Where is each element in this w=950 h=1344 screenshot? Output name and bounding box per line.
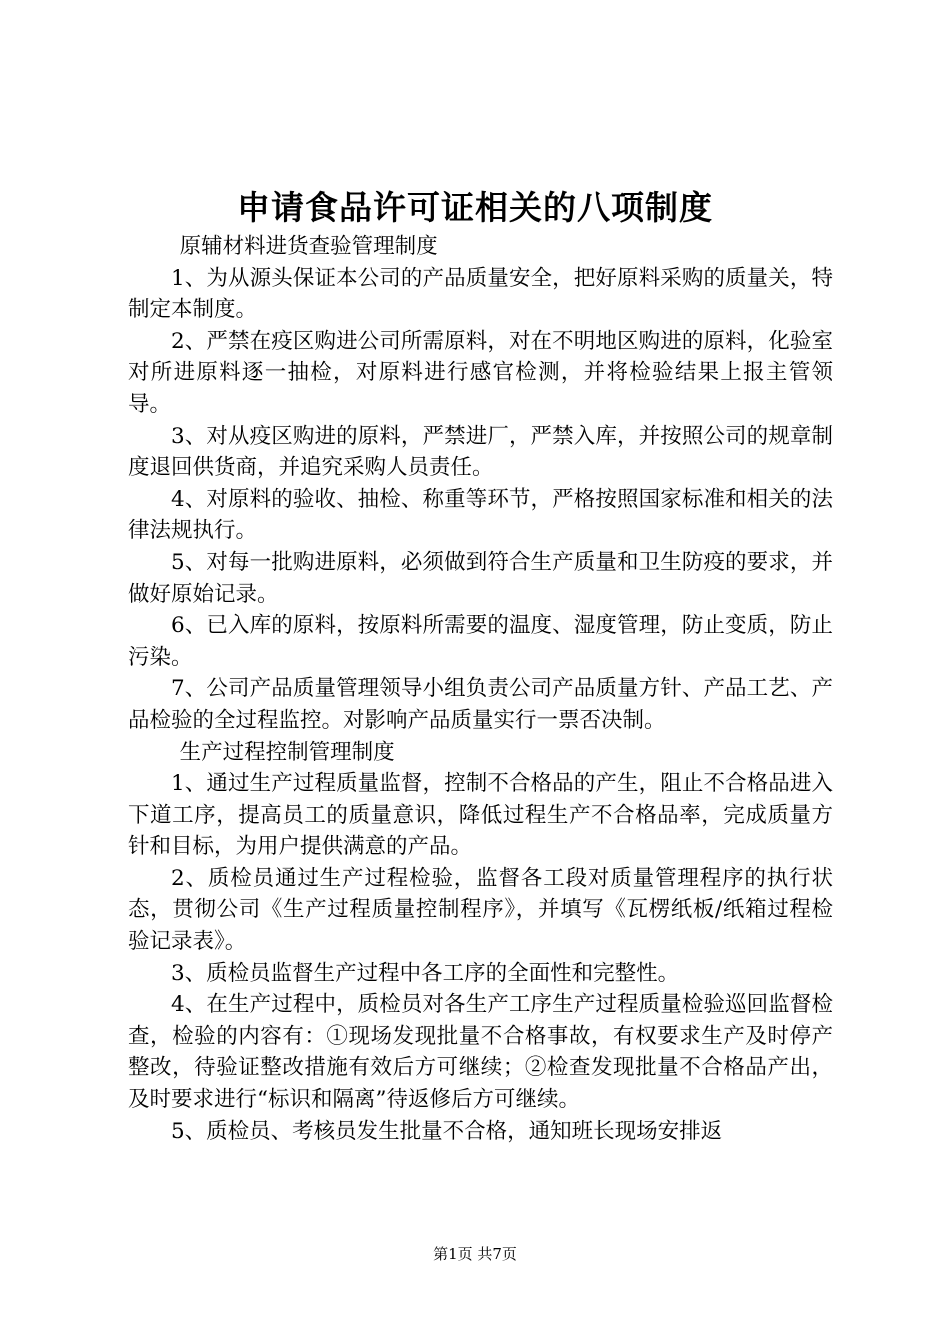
paragraph: 1、为从源头保证本公司的产品质量安全，把好原料采购的质量关，特制定本制度。 [128, 265, 833, 323]
paragraph: 2、严禁在疫区购进公司所需原料，对在不明地区购进的原料，化验室对所进原料逐一抽检，对原料进行感官检测，并将检验结果上报主管领导。 [128, 328, 833, 417]
document-body [128, 231, 833, 1147]
paragraph: 5、质检员、考核员发生批量不合格，通知班长现场安排返 [171, 1118, 723, 1144]
paragraph: 3、质检员监督生产过程中各工序的全面性和完整性。 [171, 960, 680, 986]
paragraph: 1、通过生产过程质量监督，控制不合格品的产生，阻止不合格品进入下道工序，提高员工的质量意识，降低过程生产不合格品率，完成质量方针和目标，为用户提供满意的产品。 [128, 771, 833, 860]
page-number-footer: 第1页 共7页 [433, 1245, 517, 1263]
paragraph: 4、对原料的验收、抽检、称重等环节，严格按照国家标准和相关的法律法规执行。 [128, 486, 833, 544]
paragraph: 3、对从疫区购进的原料，严禁进厂，严禁入库，并按照公司的规章制度退回供货商，并追究采购人员责任。 [128, 423, 833, 481]
document-title: 申请食品许可证相关的八项制度 [237, 188, 713, 227]
paragraph: 2、质检员通过生产过程检验，监督各工段对质量管理程序的执行状态，贯彻公司《生产过程质量控制程序》，并填写《瓦楞纸板/纸箱过程检验记录表》。 [128, 865, 833, 955]
section-heading-raw-material: 原辅材料进货查验管理制度 [179, 234, 438, 259]
paragraph: 7、公司产品质量管理领导小组负责公司产品质量方针、产品工艺、产品检验的全过程监控。对影响产品质量实行一票否决制。 [128, 676, 833, 733]
section-heading-production-control: 生产过程控制管理制度 [179, 739, 395, 765]
paragraph: 6、已入库的原料，按原料所需要的温度、湿度管理，防止变质，防止污染。 [128, 613, 833, 670]
paragraph: 4、在生产过程中，质检员对各生产工序生产过程质量检验巡回监督检查，检验的内容有：①现场发现批量不合格事故，有权要求生产及时停产整改，待验证整改措施有效后方可继续；②检查发现批量不合格品产出，及时要求进行“标识和隔离”待返修后方可继续。 [128, 992, 833, 1113]
paragraph: 5、对每一批购进原料，必须做到符合生产质量和卫生防疫的要求，并做好原始记录。 [128, 549, 833, 607]
